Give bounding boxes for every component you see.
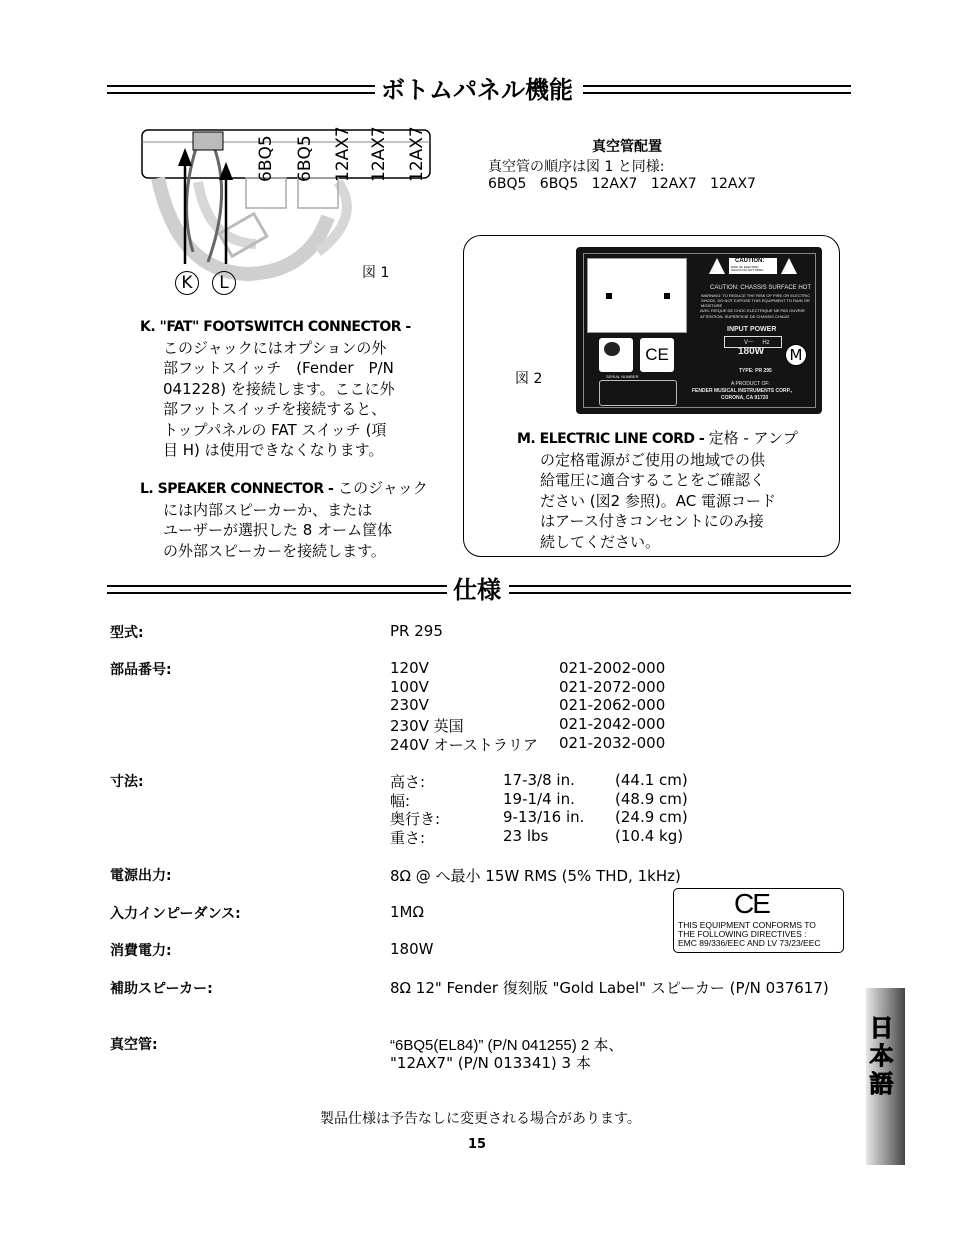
item-k-label: K. "FAT" FOOTSWITCH CONNECTOR -: [140, 319, 411, 335]
caution-label: CAUTION:: [735, 258, 765, 264]
item-m-first: 定格 - アンプ: [708, 429, 798, 447]
bottom-panel-title: ボトムパネル機能: [381, 76, 573, 104]
impedance-label: 入力インピーダンス:: [110, 906, 241, 922]
dim-metric: (10.4 kg): [615, 827, 684, 845]
part-number: 021-2072-000: [559, 678, 666, 696]
part-number: 021-2032-000: [559, 734, 666, 752]
ce-line-3: EMC 89/336/EEC AND LV 73/23/EEC: [678, 938, 821, 948]
avis-line: AVIS: RISQUE DE CHOC ELECTRIQUE NE PAS OUVRIR: [700, 308, 805, 313]
dim-metric: (44.1 cm): [615, 771, 688, 789]
city: CORONA, CA 91720: [721, 395, 769, 401]
part-number: 021-2062-000: [559, 696, 666, 714]
item-k-text: [140, 338, 412, 461]
caution-line: CAUTION: CHASSIS SURFACE HOT: [710, 285, 812, 291]
item-m-line: ださい (図2 参照)。AC 電源コード: [540, 491, 777, 510]
spec-change-notice: 製品仕様は予告なしに変更される場合があります。: [320, 1111, 641, 1127]
iec-socket: [587, 258, 687, 333]
bottom-panel-header: [107, 75, 851, 105]
consumption-label: 消費電力:: [110, 943, 172, 959]
attention-line: ATTENTION: SUPERFICIE DE CHASSIS CHAUD: [700, 314, 790, 319]
item-l-first-line: [140, 478, 428, 500]
dim-name: 重さ:: [390, 829, 426, 847]
plate-ce-icon: CE: [640, 338, 674, 372]
dim-imperial: 19-1/4 in.: [503, 790, 575, 808]
item-l: [140, 478, 428, 561]
plate-type: TYPE: PR 295: [739, 368, 772, 374]
serial-label: SERIAL NUMBER: [606, 374, 639, 379]
tube-layout-heading: 真空管配置: [592, 139, 662, 155]
item-k: [140, 317, 412, 461]
part-number-label: 部品番号:: [110, 662, 172, 678]
item-k-line: 部フットスイッチ (Fender P/N: [163, 359, 394, 377]
ce-line-1: THIS EQUIPMENT CONFORMS TO: [678, 920, 816, 930]
language-tab-label: 日本語: [865, 1015, 893, 1099]
header-rule-right: [583, 85, 851, 94]
dim-imperial: 23 lbs: [503, 827, 549, 845]
dimensions-label: 寸法:: [110, 774, 144, 790]
item-m-first-line: [517, 428, 797, 450]
ce-conformity-box: [673, 888, 844, 953]
specs-rule-right: [509, 585, 851, 594]
volt-hz: V～ Hz: [744, 340, 770, 346]
dim-metric: (48.9 cm): [615, 790, 688, 808]
tube-label-5: 12AX7: [407, 126, 427, 182]
item-m-line: はアース付きコンセントにのみ接: [540, 512, 764, 530]
socket-pin: [664, 293, 670, 299]
warning-line: WARNING: TO REDUCE THE RISK OF FIRE OR ELECTRIC SHOCK, DO NOT EXPOSE THIS EQUIPMENT TO RAIN OR MOISTURE: [701, 293, 811, 308]
dim-name: 高さ:: [390, 773, 426, 791]
dim-imperial: 17-3/8 in.: [503, 771, 575, 789]
tubes-line-2: "12AX7" (P/N 013341) 3 本: [390, 1054, 591, 1072]
tube-layout-line2: 6BQ5 6BQ5 12AX7 12AX7 12AX7: [488, 176, 756, 192]
figure-1-caption: 図 1: [362, 265, 390, 281]
item-k-line: 目 H) は使用できなくなります。: [163, 441, 384, 459]
item-m-line: 続してください。: [540, 532, 661, 551]
tube-label-3: 12AX7: [333, 126, 353, 182]
input-power: INPUT POWER: [727, 326, 777, 333]
part-number: 021-2002-000: [559, 659, 666, 677]
socket-pin: [606, 293, 612, 299]
item-m-line: の定格電源がご使用の地域での供: [540, 450, 766, 469]
tube-label-4: 12AX7: [369, 126, 389, 182]
item-k-line: トップパネルの FAT スイッチ (項: [163, 420, 387, 439]
item-k-line: 部フットスイッチを接続すると、: [163, 400, 387, 418]
product-of: A PRODUCT OF:: [731, 381, 770, 387]
item-k-line: このジャックにはオプションの外: [163, 338, 387, 357]
part-voltage: 120V: [390, 659, 429, 677]
part-voltage: 240V オーストラリア: [390, 736, 538, 754]
aux-speaker-label: 補助スピーカー:: [110, 981, 213, 997]
tube-label-1: 6BQ5: [256, 135, 276, 182]
specs-rule-left: [107, 585, 447, 594]
item-m-label: M. ELECTRIC LINE CORD -: [517, 431, 709, 447]
tubes-line-1: “6BQ5(EL84)” (P/N 041255) 2 本、: [390, 1037, 624, 1054]
item-m-line: 給電圧に適合することをご確認く: [540, 471, 766, 489]
dim-metric: (24.9 cm): [615, 808, 688, 826]
callout-l: L: [212, 271, 236, 295]
tube-layout-line1: 真空管の順序は図 1 と同様:: [488, 159, 665, 175]
item-l-text: [140, 500, 415, 562]
ce-line-2: THE FOLLOWING DIRECTIVES :: [678, 929, 807, 939]
tubes-label: 真空管:: [110, 1037, 158, 1053]
callout-k: K: [175, 271, 199, 295]
item-m-text: [517, 450, 797, 553]
caution-sub: RISK OF ELECTRIC SHOCK DO NOT OPEN: [731, 265, 764, 272]
consumption-value: 180W: [390, 940, 434, 958]
power-output-value: 8Ω @ へ最小 15W RMS (5% THD, 1kHz): [390, 867, 681, 885]
tube-label-2: 6BQ5: [295, 135, 315, 182]
specs-header: [107, 575, 851, 605]
item-k-line: 041228) を接続します。ここに外: [163, 379, 395, 398]
item-l-line: ユーザーが選択した 8 オーム筐体: [163, 521, 393, 539]
item-m: [517, 428, 797, 552]
part-voltage: 100V: [390, 678, 429, 696]
specs-title: 仕様: [453, 576, 501, 604]
company: FENDER MUSICAL INSTRUMENTS CORP.,: [692, 388, 793, 394]
power-output-label: 電源出力:: [110, 868, 172, 884]
ce-mark-icon: CE: [734, 888, 769, 919]
model-value: PR 295: [390, 622, 443, 640]
item-l-first: このジャック: [333, 479, 428, 497]
item-l-line: の外部スピーカーを接続します。: [163, 541, 386, 560]
dim-name: 奥行き:: [390, 810, 441, 828]
impedance-value: 1MΩ: [390, 903, 424, 921]
fender-logo-mark: [604, 342, 620, 356]
part-voltage: 230V 英国: [390, 717, 464, 735]
part-voltage: 230V: [390, 696, 429, 714]
part-number: 021-2042-000: [559, 715, 666, 733]
dim-imperial: 9-13/16 in.: [503, 808, 585, 826]
header-rule-left: [107, 85, 375, 94]
page-number: 15: [468, 1137, 487, 1152]
serial-box: [599, 380, 677, 406]
fender-logo-icon: [599, 338, 633, 372]
dim-name: 幅:: [390, 792, 411, 810]
item-l-label: L. SPEAKER CONNECTOR -: [140, 481, 334, 497]
item-l-line: には内部スピーカーか、または: [163, 500, 373, 519]
watts: 180W: [738, 346, 765, 357]
aux-speaker-value: 8Ω 12" Fender 復刻版 "Gold Label" スピーカー (P/N 037617): [390, 979, 829, 997]
model-label: 型式:: [110, 625, 144, 641]
callout-m: M: [785, 344, 807, 366]
figure-2-caption: 図 2: [515, 371, 543, 387]
